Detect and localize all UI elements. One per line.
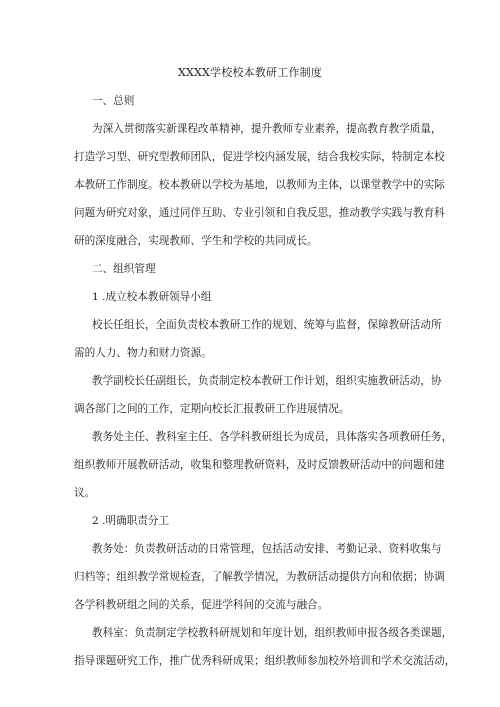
paragraph-line: 调各部门之间的工作，定期向校长汇报教研工作进展情况。 [74,403,350,415]
paragraph-line: 各学科教研组之间的关系，促进学科间的交流与融合。 [74,599,329,611]
paragraph-line: 本教研工作制度。校本教研以学校为基地，以教师为主体，以课堂教学中的实际 [74,179,445,191]
paragraph-line: 教学副校长任副组长，负责制定校本教研工作计划，组织实施教研活动，协 [92,375,442,387]
document-title: XXXX学校校本教研工作制度 [177,66,323,79]
subsection-heading: 1 .成立校本教研领导小组 [92,291,212,303]
paragraph-line: 校长任组长，全面负责校本教研工作的规划、统筹与监督，保障教研活动所 [92,319,442,331]
paragraph-line: 研的深度融合，实现教师、学生和学校的共同成长。 [74,235,318,247]
paragraph-line: 打造学习型、研究型教师团队，促进学校内涵发展，结合我校实际，特制定本校 [74,151,445,163]
paragraph-line: 教务处：负责教研活动的日常管理，包括活动安排、考勤记录、资料收集与 [92,543,442,555]
paragraph-line: 教务处主任、教科室主任、各学科教研组长为成员，具体落实各项教研任务， [92,431,453,443]
paragraph-line: 需的人力、物力和财力资源。 [74,347,212,359]
paragraph-line: 为深入贯彻落实新课程改革精神，提升教师专业素养，提高教育教学质量， [92,123,442,135]
section-heading-general: 一、总则 [92,95,135,107]
paragraph-line: 教科室：负责制定学校教科研规划和年度计划，组织教师申报各级各类课题， [92,627,453,639]
section-heading-organization: 二、组织管理 [92,263,156,275]
paragraph-line: 指导课题研究工作，推广优秀科研成果；组织教师参加校外培训和学术交流活动， [74,655,456,667]
paragraph-line: 问题为研究对象，通过同伴互助、专业引领和自我反思，推动教学实践与教育科 [74,207,445,219]
paragraph-line: 议。 [74,487,96,499]
subsection-heading: 2 .明确职责分工 [92,515,170,527]
paragraph-line: 归档等；组织教学常规检查，了解教学情况，为教研活动提供方向和依据；协调 [74,571,445,583]
paragraph-line: 组织教师开展教研活动，收集和整理教研资料，及时反馈教研活动中的问题和建 [74,459,445,471]
